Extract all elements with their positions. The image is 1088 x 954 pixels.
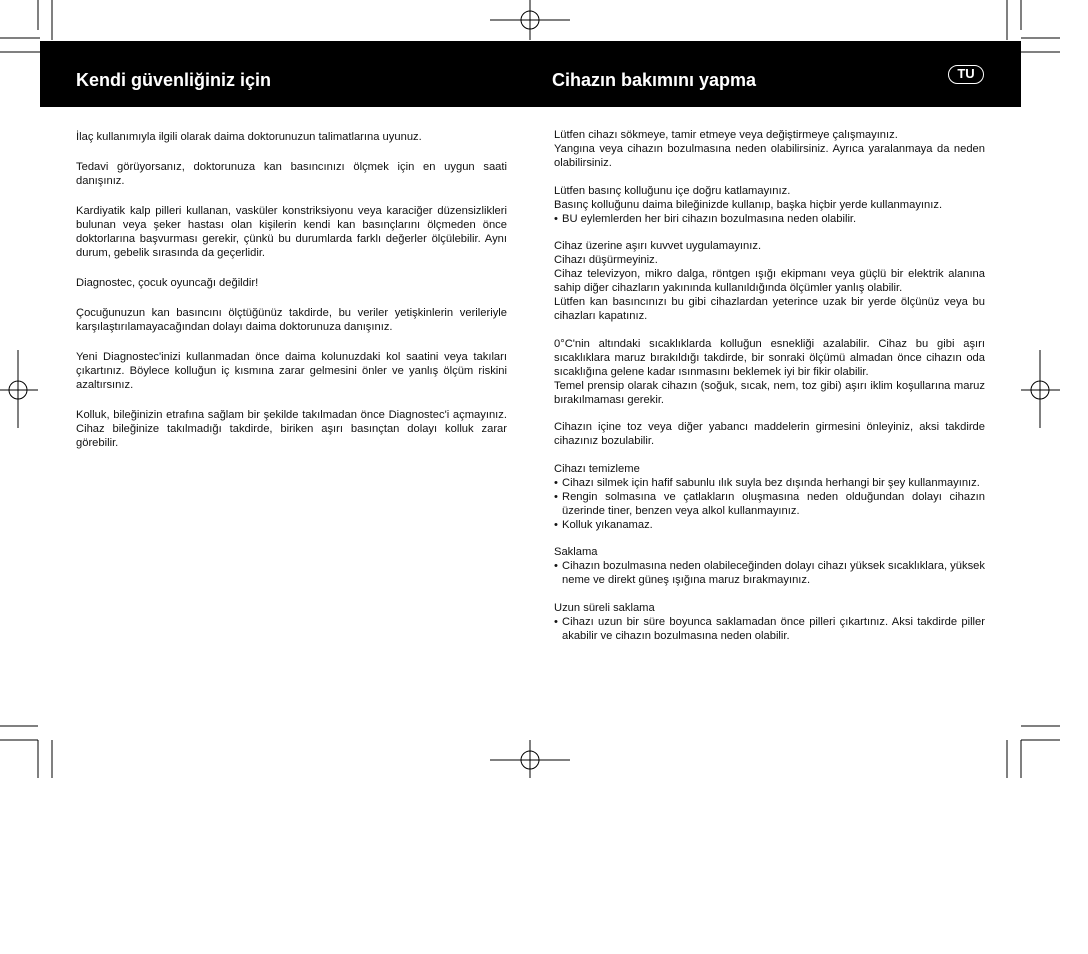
right-column <box>554 128 985 656</box>
left-section-title: Kendi güvenliğiniz için <box>76 70 272 90</box>
paragraph: Yeni Diagnostec'inizi kullanmadan önce daima kolunuzdaki kol saatini veya takıları çıkartınız. Böylece kolluğun iç kısmına zarar gelmesini önler ve yanlış ölçüm riskini azaltırsınız. <box>76 351 507 391</box>
text-line: Temel prensip olarak cihazın (soğuk, sıcak, nem, toz gibi) aşırı iklim koşullarına maruz bırakılmaması gerekir. <box>554 379 985 406</box>
paragraph <box>554 239 985 323</box>
paragraph <box>554 337 985 407</box>
paragraph: Kolluk, bileğinizin etrafına sağlam bir şekilde takılmadan önce Diagnostec'i açmayınız. Cihaz bileğinize takılmadığı takdirde, biriken aşırı basınçtan dolayı kolluk zarar görebilir. <box>76 409 507 449</box>
paragraph <box>554 420 985 448</box>
bullet-item: • Cihazı silmek için hafif sabunlu ılık suyla bez dışında herhangi bir şey kullanmayınız. <box>554 476 985 490</box>
text-line: Lütfen kan basıncınızı bu gibi cihazlardan yeterince uzak bir yerde ölçünüz veya bu cihazları kapatınız. <box>554 296 985 322</box>
paragraph <box>554 184 985 226</box>
section-heading: Cihazı temizleme <box>554 462 640 475</box>
paragraph: Tedavi görüyorsanız, doktorunuza kan basıncınızı ölçmek için en uygun saati danışınız. <box>76 161 507 187</box>
bullet-item: • Rengin solmasına ve çatlakların oluşmasına neden olduğundan dolayı cihazın üzerinde tiner, benzen veya alkol kullanmayınız. <box>554 490 985 518</box>
text-line: Basınç kolluğunu daima bileğinizde kullanıp, başka hiçbir yerde kullanmayınız. <box>554 198 943 211</box>
bullet-item: • BU eylemlerden her biri cihazın bozulmasına neden olabilir. <box>554 212 985 226</box>
text-line: Lütfen cihazı sökmeye, tamir etmeye veya değiştirmeye çalışmayınız. <box>554 129 898 141</box>
storage-section <box>554 545 985 587</box>
text-line: Cihazı düşürmeyiniz. <box>554 254 658 266</box>
section-heading: Uzun süreli saklama <box>554 601 655 614</box>
left-column <box>76 130 507 466</box>
paragraph: Diagnostec, çocuk oyuncağı değildir! <box>76 277 259 289</box>
bullet-item: • Cihazın bozulmasına neden olabileceğinden dolayı cihazı yüksek sıcaklıklara, yüksek neme ve direkt güneş ışığına maruz bırakmayınız. <box>554 559 985 587</box>
text-line: Cihaz üzerine aşırı kuvvet uygulamayınız. <box>554 240 762 252</box>
paragraph: İlaç kullanımıyla ilgili olarak daima doktorunuzun talimatlarına uyunuz. <box>76 131 422 143</box>
cleaning-section <box>554 462 985 532</box>
text-line: 0°C'nin altındaki sıcaklıklarda kolluğun esnekliği azalabilir. Cihaz bu gibi aşırı sıcaklıklara maruz bırakıldığı takdirde, bir sonraki ölçümü almadan önce cihazın oda sıcaklığına gelene kadar ısınmasını beklemek iyi bir fikir olabilir. <box>554 337 985 378</box>
text-line: Lütfen basınç kolluğunu içe doğru katlamayınız. <box>554 184 791 197</box>
section-heading: Saklama <box>554 546 598 558</box>
long-storage-section <box>554 601 985 643</box>
text-line: Cihaz televizyon, mikro dalga, röntgen ışığı ekipmanı veya güçlü bir elektrik alanına sahip diğer cihazların yakınında kullanıldığında ölçümler yanlış olabilir. <box>554 268 985 294</box>
paragraph <box>554 128 985 170</box>
text-line: Cihazın içine toz veya diğer yabancı maddelerin girmesini önleyiniz, aksi takdirde cihazınız bozulabilir. <box>554 421 985 447</box>
paragraph: Kardiyatik kalp pilleri kullanan, vasküler konstriksiyonu veya karaciğer düzensizlikleri bulunan veya şeker hastası olan kişilerin kendi kan basınçlarını ölçmeden önce doktorlarına başvurması gerekir, çünkü bu durumlarda farklı değerler ölçülebilir. Aynı durum, gebelik sırasında da geçerlidir. <box>76 205 507 259</box>
language-badge: TU <box>948 65 984 84</box>
bullet-item: • Cihazı uzun bir süre boyunca saklamadan önce pilleri çıkartınız. Aksi takdirde piller akabilir ve cihazın bozulmasına neden olabilir. <box>554 615 985 643</box>
bullet-item: • Kolluk yıkanamaz. <box>554 518 985 532</box>
paragraph: Çocuğunuzun kan basıncını ölçtüğünüz takdirde, bu veriler yetişkinlerin verileriyle karşılaştırılamayacağından dolayı daima doktorunuza danışınız. <box>76 307 507 333</box>
text-line: Yangına veya cihazın bozulmasına neden olabilirsiniz. Ayrıca yaralanmaya da neden olabilirsiniz. <box>554 143 985 169</box>
right-section-title: Cihazın bakımını yapma <box>552 70 757 90</box>
